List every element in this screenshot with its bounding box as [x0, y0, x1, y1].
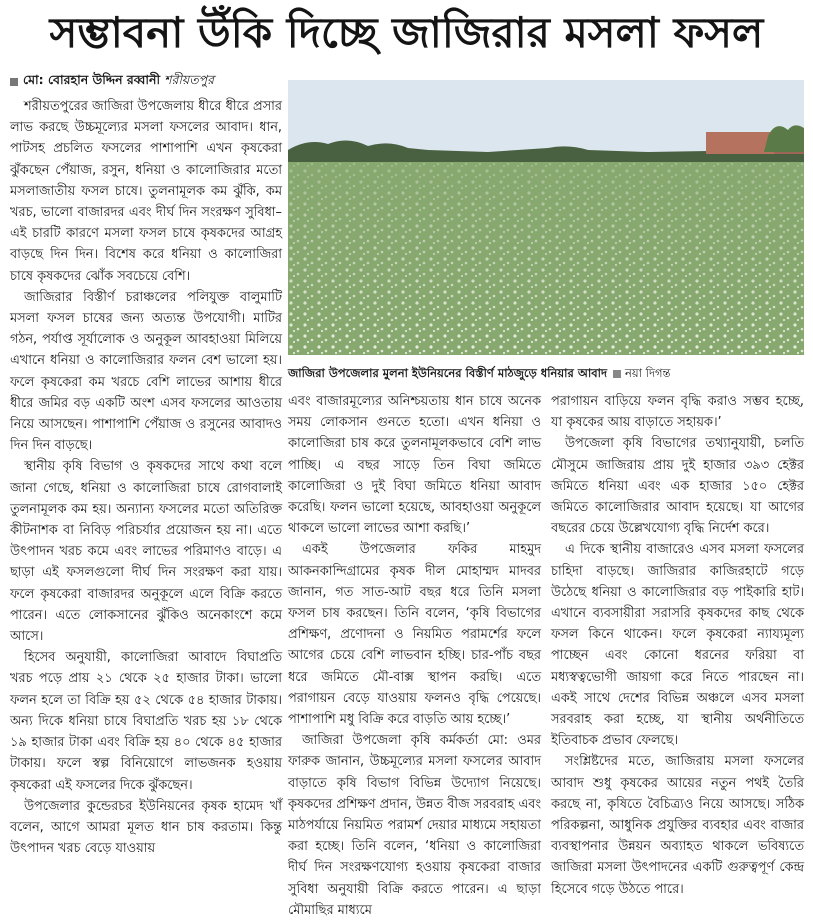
caption-square-icon: [613, 370, 621, 378]
article-paragraph: সংশ্লিষ্টদের মতে, জাজিরায় মসলা ফসলের আবাদ শুধু কৃষকের আয়ের নতুন পথই তৈরি করছে না, কৃষিতে বৈচিত্র্যও নিয়ে আসছে। সঠিক পরিকল্পনা, আধুনিক প্রযুক্তির ব্যবহার এবং বাজার ব্যবস্থাপনার উন্নয়ন অব্যাহত থাকলে ভবিষ্যতে জাজিরা মসলা উৎপাদনের একটি গুরুত্বপূর্ণ কেন্দ্র হিসেবে গড়ে উঠতে পারে।: [551, 754, 804, 897]
headline: সম্ভাবনা উঁকি দিচ্ছে জাজিরার মসলা ফসল: [49, 7, 764, 57]
photo-caption-text: জাজিরা উপজেলার মুলনা ইউনিয়নের বিস্তীর্ণ মাঠজুড়ে ধনিয়ার আবাদ: [288, 365, 608, 380]
coriander-field-photo: [288, 80, 804, 355]
article-column-3: [551, 391, 804, 897]
article-column-2: [288, 391, 541, 918]
article-paragraph: জাজিরার বিস্তীর্ণ চরাঞ্চলের পলিযুক্ত বালুমাটি মসলা ফসল চাষের জন্য অত্যন্ত উপযোগী। মাটির গঠন, পর্যাপ্ত সূর্যালোক ও অনুকূল আবহাওয়া মিলিয়ে এখানে ধনিয়া ও কালোজিরার ফলন বেশ ভালো হয়। ফলে কৃষকেরা কম খরচে বেশি লাভের আশায় ধীরে ধীরে জমির বড় একটি অংশ এসব ফসলের আওতায় নিয়ে আসছেন। পাশাপাশি পেঁয়াজ ও রসুনের আবাদও দিন দিন বাড়ছে।: [10, 289, 282, 454]
article-paragraph: একই উপজেলার ফকির মাহমুদ আকনকান্দিগ্রামের কৃষক দীল মোহাম্মদ মাদবর জানান, গত সাত-আট বছর ধরে তিনি মসলা ফসল চাষ করছেন। তিনি বলেন, ‘কৃষি বিভাগের প্রশিক্ষণ, প্রণোদনা ও নিয়মিত পরামর্শের ফলে আগের চেয়ে বেশি লাভবান হচ্ছি। চার-পাঁচ বছর ধরে জমিতে মৌ-বাক্স স্থাপন করছি। এতে পরাগায়ন বেড়ে যাওয়ায় ফলনও বৃদ্ধি পেয়েছে। পাশাপাশি মধু বিক্রি করে বাড়তি আয় হচ্ছে।’: [288, 542, 541, 728]
article-paragraph: উপজেলার কুন্ডেরচর ইউনিয়নের কৃষক হামেদ খাঁ বলেন, আগে আমরা মূলত ধান চাষ করতাম। কিন্তু উৎপাদন খরচ বেড়ে যাওয়ায়: [10, 798, 282, 857]
byline-square-icon: [10, 78, 18, 86]
article-paragraph: এবং বাজারমূল্যের অনিশ্চয়তায় ধান চাষে অনেক সময় লোকসান গুনতে হতো। এখন ধনিয়া ও কালোজিরা চাষ করে তুলনামূলকভাবে বেশি লাভ পাচ্ছি। এ বছর সাড়ে তিন বিঘা জমিতে কালোজিরা ও দুই বিঘা জমিতে ধনিয়া আবাদ করেছি। ফলন ভালো হয়েছে, আবহাওয়া অনুকূলে থাকলে ভালো লাভের আশা করছি।’: [288, 394, 541, 537]
article-paragraph: স্থানীয় কৃষি বিভাগ ও কৃষকদের সাথে কথা বলে জানা গেছে, ধনিয়া ও কালোজিরা চাষে রোগবালাই তুলনামূলক কম হয়। অন্যান্য ফসলের মতো অতিরিক্ত কীটনাশক বা নিবিড় পরিচর্যার প্রয়োজন হয় না। এতে উৎপাদন খরচ কমে এবং লাভের পরিমাণও বাড়ে। এ ছাড়া এই ফসলগুলো দীর্ঘ দিন সংরক্ষণ করা যায়। ফলে কৃষকেরা বাজারদর অনুকূলে এলে বিক্রি করতে পারেন। এতে লোকসানের ঝুঁকিও অনেকাংশে কমে আসে।: [10, 459, 282, 645]
article-paragraph: এ দিকে স্থানীয় বাজারেও এসব মসলা ফসলের চাহিদা বাড়ছে। জাজিরার কাজিরহাটে গড়ে উঠেছে ধনিয়া ও কালোজিরার বড় পাইকারি হাট। এখানে ব্যবসায়ীরা সরাসরি কৃষকদের কাছ থেকে ফসল কিনে থাকেন। ফলে কৃষকেরা ন্যায্যমূল্য পাচ্ছেন এবং কোনো ধরনের ফরিয়া বা মধ্যস্বত্বভোগী জায়গা করে নিতে পারছেন না। একই সাথে দেশের বিভিন্ন অঞ্চলে এসব মসলা সরবরাহ করা হচ্ছে, যা স্থানীয় অর্থনীতিতে ইতিবাচক প্রভাব ফেলছে।: [551, 542, 804, 749]
article-paragraph: পরাগায়ন বাড়িয়ে ফলন বৃদ্ধি করাও সম্ভব হচ্ছে, যা কৃষকের আয় বাড়াতে সহায়ক।’: [551, 394, 804, 431]
byline: [10, 72, 282, 92]
byline-author: মো: বোরহান উদ্দিন রব্বানী: [23, 72, 161, 87]
article-paragraph: হিসেব অনুযায়ী, কালোজিরা আবাদে বিঘাপ্রতি খরচ পড়ে প্রায় ২১ থেকে ২৫ হাজার টাকা। ভালো ফলন হলে তা বিক্রি হয় ৫২ থেকে ৫৪ হাজার টাকায়। অন্য দিকে ধনিয়া চাষে বিঘাপ্রতি খরচ হয় ১৮ থেকে ১৯ হাজার টাকা এবং বিক্রি হয় ৪০ থেকে ৪৫ হাজার টাকায়। ফলে স্বল্প বিনিয়োগে লাভজনক হওয়ায় কৃষকেরা এই ফসলের দিকে ঝুঁকছেন।: [10, 650, 282, 793]
byline-location: শরীয়তপুর: [164, 72, 215, 87]
photo-caption: [288, 364, 804, 384]
photo-credit: নয়া দিগন্ত: [625, 365, 671, 380]
article-column-1: [10, 96, 282, 857]
flowers: [288, 162, 804, 355]
article-paragraph: শরীয়তপুরের জাজিরা উপজেলায় ধীরে ধীরে প্রসার লাভ করছে উচ্চমূল্যের মসলা ফসলের আবাদ। ধান, পাটসহ প্রচলিত ফসলের পাশাপাশি এখন কৃষকেরা ঝুঁকছেন পেঁয়াজ, রসুন, ধনিয়া ও কালোজিরার মতো মসলাজাতীয় ফসল চাষে। তুলনামূলক কম ঝুঁকি, কম খরচ, ভালো বাজারদর এবং দীর্ঘ দিন সংরক্ষণ সুবিধা– এই চারটি কারণে মসলা ফসল চাষে কৃষকদের আগ্রহ বাড়ছে দিন দিন। বিশেষ করে ধনিয়া ও কালোজিরা চাষে কৃষকদের ঝোঁক সবচেয়ে বেশি।: [10, 99, 282, 284]
field-illustration: [288, 80, 804, 355]
article-paragraph: জাজিরা উপজেলা কৃষি কর্মকর্তা মো: ওমর ফারুক জানান, উচ্চমূল্যের মসলা ফসলের আবাদ বাড়াতে কৃষি বিভাগ বিভিন্ন উদ্যোগ নিয়েছে। কৃষকদের প্রশিক্ষণ প্রদান, উন্নত বীজ সরবরাহ এবং মাঠপর্যায়ে নিয়মিত পরামর্শ দেয়ার মাধ্যমে সহায়তা করা হচ্ছে। তিনি বলেন, ‘ধনিয়া ও কালোজিরা দীর্ঘ দিন সংরক্ষণযোগ্য হওয়ায় কৃষকেরা বাজার সুবিধা অনুযায়ী বিক্রি করতে পারেন। এ ছাড়া মৌমাছির মাধ্যমে: [288, 733, 541, 918]
article-paragraph: উপজেলা কৃষি বিভাগের তথ্যানুযায়ী, চলতি মৌসুমে জাজিরায় প্রায় দুই হাজার ৩৯৩ হেক্টর জমিতে ধনিয়া এবং এক হাজার ১৫০ হেক্টর জমিতে কালোজিরার আবাদ হয়েছে। যা আগের বছরের চেয়ে উল্লেখযোগ্য বৃদ্ধি নির্দেশ করে।: [551, 436, 804, 537]
building: [706, 132, 774, 154]
